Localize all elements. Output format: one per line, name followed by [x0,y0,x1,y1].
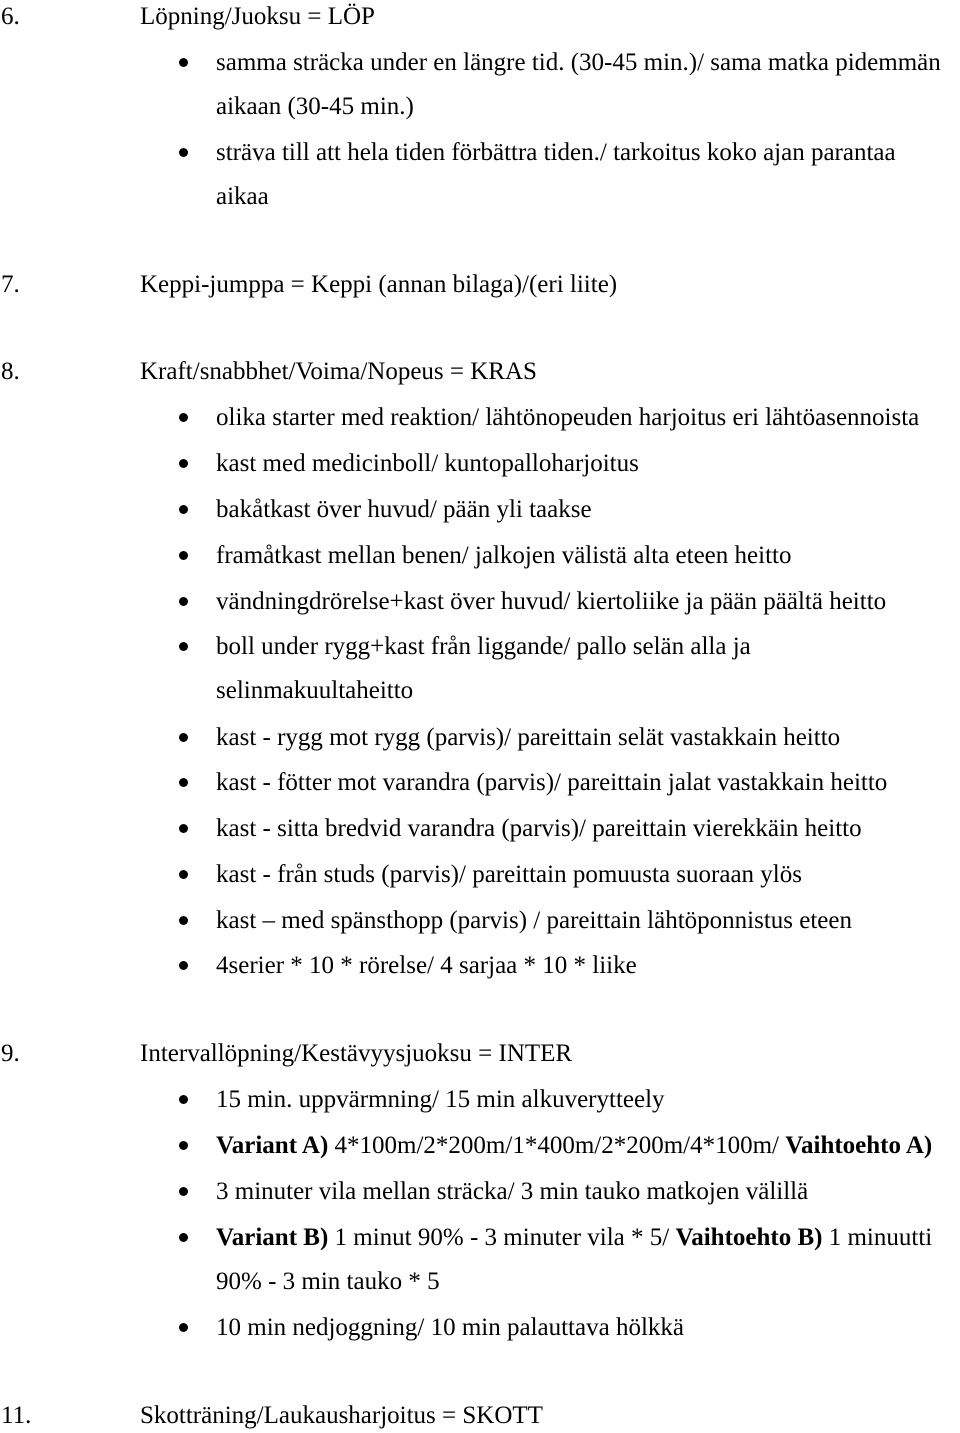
bullet-item [0,495,960,525]
bullet-text: sträva till att hela tiden förbättra tiden./ tarkoitus koko ajan parantaa [216,139,896,166]
bullet-icon [179,1141,188,1150]
bullet-item [0,1085,960,1115]
section-heading [0,1039,960,1069]
bullet-icon [179,870,188,879]
bullet-icon [179,1233,188,1242]
bullet-icon [179,413,188,422]
bullet-text [216,1131,932,1161]
section-title: Intervallöpning/Kestävyysjuoksu = INTER [140,1040,573,1067]
bullet-icon [179,778,188,787]
variant-label: Variant A) [216,1132,329,1159]
bullet-item [0,48,960,120]
bullet-text: boll under rygg+kast från liggande/ pallo selän alla ja [216,633,751,660]
bullet-text: samma sträcka under en längre tid. (30-45 min.)/ sama matka pidemmän [216,49,941,76]
bullet-icon [179,551,188,560]
section-title: Skotträning/Laukausharjoitus = SKOTT [140,1402,543,1429]
bullet-icon [179,148,188,157]
variant-details: 4*100m/2*200m/1*400m/2*200m/4*100m/ [328,1132,786,1159]
bullet-icon [179,597,188,606]
section-heading [0,357,960,387]
section-heading [0,270,960,300]
section-number: 9. [1,1040,20,1067]
bullet-item [0,541,960,571]
bullet-text: olika starter med reaktion/ lähtönopeuden harjoitus eri lähtöasennoista [216,404,920,431]
bullet-item [0,1177,960,1207]
bullet-icon [179,58,188,67]
bullet-icon [179,1187,188,1196]
bullet-text-continued: aikaan (30-45 min.) [216,93,414,120]
bullet-item [0,906,960,936]
bullet-icon [179,1095,188,1104]
vaihtoehto-label: Vaihtoehto B) [675,1224,823,1251]
bullet-item [0,1223,960,1295]
bullet-item [0,768,960,798]
section-title: Löpning/Juoksu = LÖP [140,3,375,30]
bullet-item [0,403,960,433]
bullet-text: 4serier * 10 * rörelse/ 4 sarjaa * 10 * liike [216,952,637,979]
bullet-icon [179,961,188,970]
bullet-text-continued: aikaa [216,183,269,210]
bullet-text: vändningdrörelse+kast över huvud/ kiertoliike ja pään päältä heitto [216,588,887,615]
bullet-text: kast med medicinboll/ kuntopalloharjoitus [216,450,639,477]
bullet-text [216,1223,932,1253]
section-number: 7. [1,271,20,298]
bullet-text: kast - från studs (parvis)/ pareittain pomuusta suoraan ylös [216,861,802,888]
bullet-text: 10 min nedjoggning/ 10 min palauttava hölkkä [216,1314,684,1341]
section-title: Kraft/snabbhet/Voima/Nopeus = KRAS [140,358,537,385]
bullet-icon [179,824,188,833]
bullet-item [0,951,960,981]
bullet-icon [179,642,188,651]
bullet-text: kast - rygg mot rygg (parvis)/ pareittain selät vastakkain heitto [216,724,841,751]
bullet-item [0,723,960,753]
bullet-text: kast – med spänsthopp (parvis) / pareittain lähtöponnistus eteen [216,907,852,934]
section-title: Keppi-jumppa = Keppi (annan bilaga)/(eri liite) [140,271,618,298]
bullet-item [0,138,960,210]
bullet-icon [179,459,188,468]
bullet-icon [179,916,188,925]
vaihtoehto-details: 1 minuutti [822,1224,933,1251]
bullet-item [0,1313,960,1343]
bullet-icon [179,1323,188,1332]
bullet-text: kast - sitta bredvid varandra (parvis)/ pareittain vierekkäin heitto [216,815,862,842]
bullet-icon [179,733,188,742]
section-number: 11. [1,1402,32,1429]
bullet-text: bakåtkast över huvud/ pään yli taakse [216,496,592,523]
bullet-text: framåtkast mellan benen/ jalkojen välistä alta eteen heitto [216,542,792,569]
bullet-text: 3 minuter vila mellan sträcka/ 3 min tauko matkojen välillä [216,1178,809,1205]
bullet-icon [179,505,188,514]
section-number: 8. [1,358,20,385]
section-number: 6. [1,3,20,30]
bullet-item [0,1131,960,1161]
bullet-text-continued: selinmakuultaheitto [216,677,414,704]
bullet-item [0,632,960,704]
variant-details: 1 minut 90% - 3 minuter vila * 5/ [328,1224,676,1251]
vaihtoehto-label: Vaihtoehto A) [785,1132,933,1159]
bullet-item [0,449,960,479]
section-heading [0,2,960,32]
bullet-item [0,814,960,844]
bullet-text-continued: 90% - 3 min tauko * 5 [216,1268,440,1295]
bullet-text: 15 min. uppvärmning/ 15 min alkuverytteely [216,1086,665,1113]
bullet-item [0,587,960,617]
bullet-text: kast - fötter mot varandra (parvis)/ pareittain jalat vastakkain heitto [216,769,888,796]
section-heading [0,1401,960,1431]
bullet-item [0,860,960,890]
variant-label: Variant B) [216,1224,329,1251]
